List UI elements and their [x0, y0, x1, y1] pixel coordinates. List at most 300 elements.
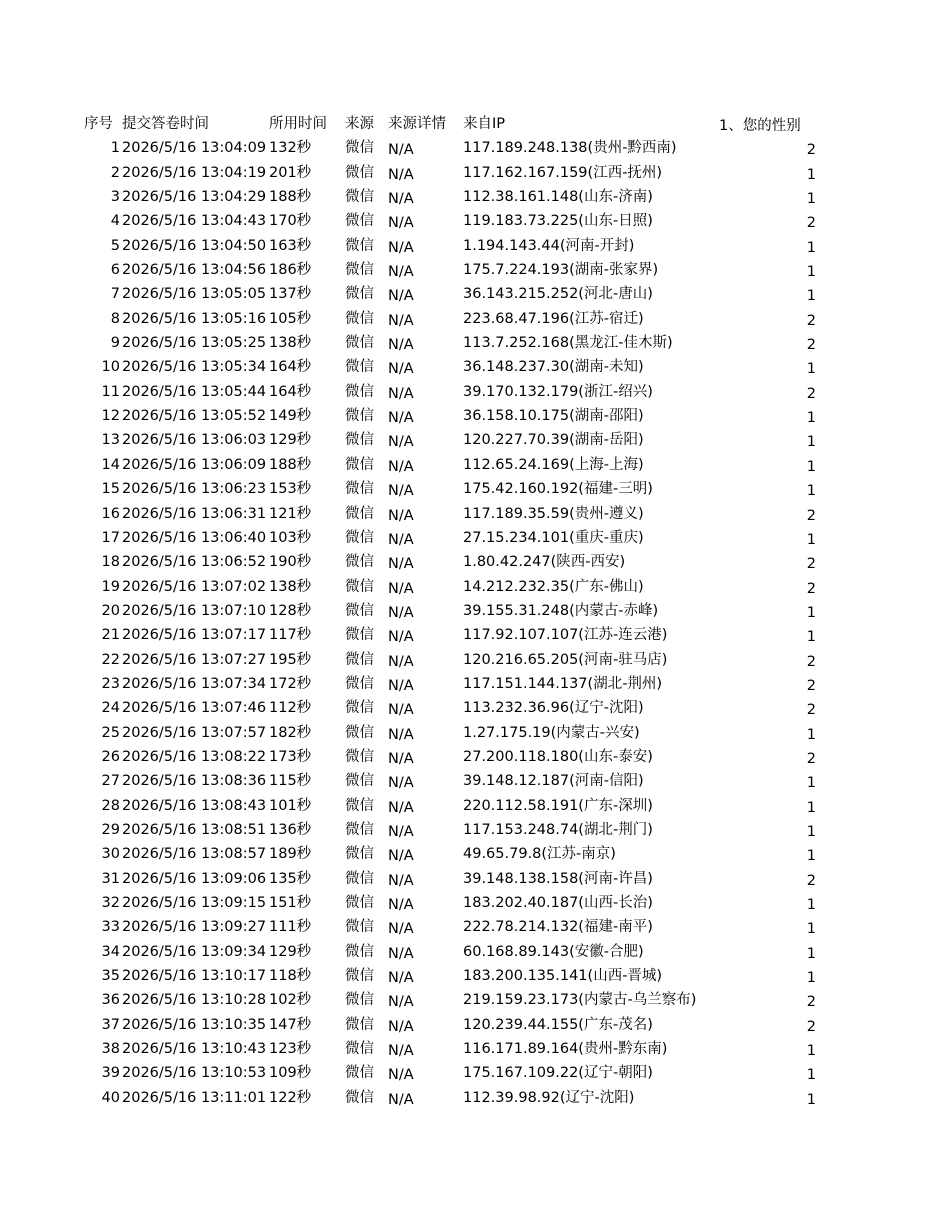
cell-ip: 183.202.40.187(山西-长治): [463, 895, 653, 911]
cell-ip: 113.232.36.96(辽宁-沈阳): [463, 700, 644, 717]
cell-no: 21: [101, 627, 120, 644]
cell-ip: 27.200.118.180(山东-泰安): [463, 748, 653, 765]
cell-q1-gender: 1: [806, 629, 816, 646]
cell-submit-time: 2026/5/16 13:04:56: [122, 262, 267, 279]
cell-source: 微信: [345, 359, 374, 376]
cell-source: 微信: [345, 456, 374, 473]
cell-submit-time: 2026/5/16 13:07:27: [122, 651, 267, 668]
cell-source: 微信: [345, 383, 374, 400]
header-source: 来源: [345, 116, 374, 132]
cell-source: 微信: [345, 164, 374, 181]
cell-q1-gender: 1: [806, 921, 816, 938]
cell-no: 19: [101, 578, 120, 595]
cell-ip: 113.7.252.168(黑龙江-佳木斯): [463, 335, 673, 352]
cell-ip: 27.15.234.101(重庆-重庆): [463, 529, 644, 546]
cell-ip: 36.158.10.175(湖南-邵阳): [463, 408, 644, 425]
cell-source-detail: N/A: [388, 483, 414, 500]
cell-no: 3: [110, 189, 120, 206]
cell-no: 7: [110, 286, 120, 303]
cell-submit-time: 2026/5/16 13:10:17: [122, 968, 267, 985]
cell-no: 37: [101, 1016, 120, 1033]
cell-source: 微信: [345, 335, 374, 352]
cell-duration: 123秒: [269, 1041, 312, 1058]
cell-submit-time: 2026/5/16 13:06:52: [122, 554, 267, 571]
cell-submit-time: 2026/5/16 13:06:09: [122, 456, 267, 473]
cell-source-detail: N/A: [388, 1018, 414, 1035]
cell-submit-time: 2026/5/16 13:09:15: [122, 895, 267, 911]
cell-ip: 219.159.23.173(内蒙古-乌兰察布): [463, 992, 697, 1009]
cell-q1-gender: 1: [806, 726, 816, 743]
cell-duration: 172秒: [269, 675, 312, 692]
cell-source: 微信: [345, 602, 374, 619]
cell-submit-time: 2026/5/16 13:10:35: [122, 1016, 267, 1033]
table-row: [82, 550, 822, 574]
cell-source-detail: N/A: [388, 970, 414, 987]
cell-source-detail: N/A: [388, 726, 414, 743]
cell-submit-time: 2026/5/16 13:09:27: [122, 919, 267, 936]
cell-no: 25: [101, 724, 120, 741]
cell-no: 22: [101, 651, 120, 668]
table-row: [82, 623, 822, 647]
cell-ip: 117.92.107.107(江苏-连云港): [463, 627, 668, 644]
cell-source: 微信: [345, 1089, 374, 1106]
cell-duration: 117秒: [269, 627, 312, 644]
cell-duration: 128秒: [269, 602, 312, 619]
cell-duration: 111秒: [269, 919, 312, 936]
cell-ip: 120.239.44.155(广东-茂名): [463, 1016, 653, 1033]
cell-submit-time: 2026/5/16 13:07:34: [122, 675, 267, 692]
cell-duration: 129秒: [269, 943, 312, 960]
cell-submit-time: 2026/5/16 13:08:51: [122, 821, 267, 838]
cell-q1-gender: 1: [806, 823, 816, 840]
cell-ip: 1.194.143.44(河南-开封): [463, 237, 635, 254]
cell-ip: 36.143.215.252(河北-唐山): [463, 286, 653, 303]
cell-source-detail: N/A: [388, 215, 414, 232]
cell-source: 微信: [345, 724, 374, 741]
cell-no: 32: [101, 895, 120, 911]
cell-source: 微信: [345, 286, 374, 303]
cell-q1-gender: 1: [806, 166, 816, 183]
cell-ip: 119.183.73.225(山东-日照): [463, 213, 653, 230]
cell-q1-gender: 2: [806, 677, 816, 694]
cell-q1-gender: 1: [806, 1067, 816, 1084]
cell-source-detail: N/A: [388, 142, 414, 159]
cell-q1-gender: 2: [806, 1018, 816, 1035]
header-submit-time: 提交答卷时间: [122, 116, 209, 132]
table-row: [82, 404, 822, 428]
cell-no: 20: [101, 602, 120, 619]
cell-source: 微信: [345, 189, 374, 206]
cell-submit-time: 2026/5/16 13:08:36: [122, 773, 267, 790]
header-ip: 来自IP: [463, 116, 506, 132]
cell-duration: 188秒: [269, 189, 312, 206]
cell-duration: 135秒: [269, 870, 312, 887]
cell-ip: 220.112.58.191(广东-深圳): [463, 797, 653, 814]
cell-source-detail: N/A: [388, 264, 414, 281]
cell-submit-time: 2026/5/16 13:06:23: [122, 481, 267, 498]
table-header-row: [82, 112, 822, 136]
cell-duration: 136秒: [269, 821, 312, 838]
table-row: [82, 258, 822, 282]
cell-no: 26: [101, 748, 120, 765]
cell-q1-gender: 1: [806, 288, 816, 305]
cell-q1-gender: 2: [806, 556, 816, 573]
cell-no: 4: [110, 213, 120, 230]
table-row: [82, 502, 822, 526]
cell-duration: 182秒: [269, 724, 312, 741]
cell-duration: 186秒: [269, 262, 312, 279]
cell-ip: 49.65.79.8(江苏-南京): [463, 846, 616, 863]
table-row: [82, 453, 822, 477]
cell-ip: 112.38.161.148(山东-济南): [463, 189, 653, 206]
cell-duration: 138秒: [269, 335, 312, 352]
cell-no: 8: [110, 310, 120, 327]
cell-source-detail: N/A: [388, 775, 414, 792]
cell-source: 微信: [345, 310, 374, 327]
cell-q1-gender: 1: [806, 945, 816, 962]
cell-source: 微信: [345, 432, 374, 449]
table-row: [82, 575, 822, 599]
cell-source-detail: N/A: [388, 361, 414, 378]
table-row: [82, 794, 822, 818]
cell-source-detail: N/A: [388, 897, 414, 913]
cell-duration: 188秒: [269, 456, 312, 473]
cell-q1-gender: 1: [806, 1091, 816, 1108]
cell-q1-gender: 1: [806, 264, 816, 281]
cell-source: 微信: [345, 529, 374, 546]
cell-ip: 175.7.224.193(湖南-张家界): [463, 262, 659, 279]
table-row: [82, 1061, 822, 1085]
cell-duration: 173秒: [269, 748, 312, 765]
header-source-detail: 来源详情: [388, 116, 446, 132]
cell-submit-time: 2026/5/16 13:05:05: [122, 286, 267, 303]
cell-q1-gender: 1: [806, 897, 816, 913]
cell-source: 微信: [345, 1065, 374, 1082]
cell-source: 微信: [345, 213, 374, 230]
table-row: [82, 331, 822, 355]
table-row: [82, 282, 822, 306]
cell-no: 30: [101, 846, 120, 863]
cell-duration: 164秒: [269, 383, 312, 400]
survey-results-table: [82, 112, 822, 1110]
cell-duration: 109秒: [269, 1065, 312, 1082]
cell-q1-gender: 2: [806, 653, 816, 670]
cell-source-detail: N/A: [388, 604, 414, 621]
cell-source: 微信: [345, 992, 374, 1009]
cell-q1-gender: 1: [806, 1043, 816, 1060]
cell-q1-gender: 1: [806, 848, 816, 865]
cell-ip: 222.78.214.132(福建-南平): [463, 919, 653, 936]
cell-no: 11: [101, 383, 120, 400]
cell-source: 微信: [345, 651, 374, 668]
cell-duration: 138秒: [269, 578, 312, 595]
cell-source: 微信: [345, 140, 374, 157]
header-no: 序号: [84, 116, 113, 132]
cell-source-detail: N/A: [388, 677, 414, 694]
cell-source: 微信: [345, 1041, 374, 1058]
cell-ip: 1.80.42.247(陕西-西安): [463, 554, 626, 571]
cell-q1-gender: 1: [806, 191, 816, 208]
cell-ip: 60.168.89.143(安徽-合肥): [463, 943, 644, 960]
cell-duration: 129秒: [269, 432, 312, 449]
cell-no: 31: [101, 870, 120, 887]
cell-source-detail: N/A: [388, 434, 414, 451]
cell-ip: 112.65.24.169(上海-上海): [463, 456, 644, 473]
cell-no: 15: [101, 481, 120, 498]
cell-source: 微信: [345, 578, 374, 595]
cell-ip: 116.171.89.164(贵州-黔东南): [463, 1041, 668, 1058]
cell-ip: 120.227.70.39(湖南-岳阳): [463, 432, 644, 449]
cell-source-detail: N/A: [388, 1067, 414, 1084]
table-row: [82, 648, 822, 672]
cell-ip: 39.148.138.158(河南-许昌): [463, 870, 653, 887]
cell-submit-time: 2026/5/16 13:05:52: [122, 408, 267, 425]
cell-ip: 117.151.144.137(湖北-荆州): [463, 675, 663, 692]
cell-source-detail: N/A: [388, 629, 414, 646]
cell-submit-time: 2026/5/16 13:08:22: [122, 748, 267, 765]
cell-ip: 117.162.167.159(江西-抚州): [463, 164, 663, 181]
cell-q1-gender: 1: [806, 775, 816, 792]
cell-ip: 36.148.237.30(湖南-未知): [463, 359, 644, 376]
cell-ip: 183.200.135.141(山西-晋城): [463, 968, 663, 985]
table-row: [82, 672, 822, 696]
cell-ip: 175.42.160.192(福建-三明): [463, 481, 653, 498]
cell-no: 33: [101, 919, 120, 936]
cell-source-detail: N/A: [388, 556, 414, 573]
cell-no: 35: [101, 968, 120, 985]
cell-q1-gender: 1: [806, 604, 816, 621]
cell-submit-time: 2026/5/16 13:05:44: [122, 383, 267, 400]
cell-no: 12: [101, 408, 120, 425]
cell-submit-time: 2026/5/16 13:10:43: [122, 1041, 267, 1058]
cell-no: 29: [101, 821, 120, 838]
cell-ip: 223.68.47.196(江苏-宿迁): [463, 310, 644, 327]
table-row: [82, 964, 822, 988]
cell-no: 5: [110, 237, 120, 254]
table-row: [82, 867, 822, 891]
cell-no: 34: [101, 943, 120, 960]
cell-no: 16: [101, 505, 120, 522]
cell-no: 23: [101, 675, 120, 692]
cell-duration: 201秒: [269, 164, 312, 181]
cell-source-detail: N/A: [388, 750, 414, 767]
cell-q1-gender: 2: [806, 994, 816, 1011]
cell-source: 微信: [345, 1016, 374, 1033]
cell-source-detail: N/A: [388, 872, 414, 889]
cell-q1-gender: 2: [806, 385, 816, 402]
table-row: [82, 1037, 822, 1061]
cell-duration: 153秒: [269, 481, 312, 498]
cell-source: 微信: [345, 700, 374, 717]
header-q1-gender: 1、您的性别: [719, 118, 801, 134]
cell-source-detail: N/A: [388, 1043, 414, 1060]
table-row: [82, 355, 822, 379]
table-row: [82, 842, 822, 866]
cell-submit-time: 2026/5/16 13:10:28: [122, 992, 267, 1009]
cell-duration: 137秒: [269, 286, 312, 303]
cell-source: 微信: [345, 505, 374, 522]
cell-submit-time: 2026/5/16 13:06:31: [122, 505, 267, 522]
cell-source-detail: N/A: [388, 337, 414, 354]
cell-source-detail: N/A: [388, 823, 414, 840]
cell-duration: 112秒: [269, 700, 312, 717]
cell-submit-time: 2026/5/16 13:07:17: [122, 627, 267, 644]
table-row: [82, 745, 822, 769]
cell-submit-time: 2026/5/16 13:08:57: [122, 846, 267, 863]
cell-source: 微信: [345, 870, 374, 887]
cell-duration: 102秒: [269, 992, 312, 1009]
table-row: [82, 161, 822, 185]
table-row: [82, 185, 822, 209]
cell-q1-gender: 2: [806, 750, 816, 767]
cell-no: 14: [101, 456, 120, 473]
table-row: [82, 721, 822, 745]
cell-ip: 39.155.31.248(内蒙古-赤峰): [463, 602, 659, 619]
table-row: [82, 696, 822, 720]
cell-no: 13: [101, 432, 120, 449]
table-row: [82, 477, 822, 501]
cell-source: 微信: [345, 408, 374, 425]
cell-duration: 149秒: [269, 408, 312, 425]
table-row: [82, 1013, 822, 1037]
table-row: [82, 1086, 822, 1110]
table-row: [82, 209, 822, 233]
cell-source-detail: N/A: [388, 385, 414, 402]
cell-q1-gender: 2: [806, 580, 816, 597]
cell-q1-gender: 1: [806, 970, 816, 987]
cell-submit-time: 2026/5/16 13:04:43: [122, 213, 267, 230]
cell-duration: 105秒: [269, 310, 312, 327]
cell-source: 微信: [345, 821, 374, 838]
cell-duration: 163秒: [269, 237, 312, 254]
cell-ip: 120.216.65.205(河南-驻马店): [463, 651, 668, 668]
table-row: [82, 428, 822, 452]
cell-source: 微信: [345, 773, 374, 790]
cell-submit-time: 2026/5/16 13:08:43: [122, 797, 267, 814]
cell-q1-gender: 2: [806, 142, 816, 159]
cell-submit-time: 2026/5/16 13:07:10: [122, 602, 267, 619]
cell-duration: 115秒: [269, 773, 312, 790]
table-body: [82, 136, 822, 1110]
cell-no: 6: [110, 262, 120, 279]
cell-no: 9: [110, 335, 120, 352]
cell-source: 微信: [345, 968, 374, 985]
table-row: [82, 599, 822, 623]
cell-source-detail: N/A: [388, 799, 414, 816]
cell-submit-time: 2026/5/16 13:05:34: [122, 359, 267, 376]
cell-q1-gender: 1: [806, 458, 816, 475]
cell-q1-gender: 2: [806, 215, 816, 232]
cell-submit-time: 2026/5/16 13:04:09: [122, 140, 267, 157]
cell-source-detail: N/A: [388, 945, 414, 962]
cell-duration: 101秒: [269, 797, 312, 814]
cell-q1-gender: 2: [806, 872, 816, 889]
table-row: [82, 307, 822, 331]
cell-source: 微信: [345, 895, 374, 911]
cell-duration: 170秒: [269, 213, 312, 230]
table-row: [82, 769, 822, 793]
cell-source: 微信: [345, 919, 374, 936]
cell-source: 微信: [345, 262, 374, 279]
table-row: [82, 526, 822, 550]
cell-source-detail: N/A: [388, 239, 414, 256]
cell-source-detail: N/A: [388, 994, 414, 1011]
table-row: [82, 940, 822, 964]
cell-no: 1: [110, 140, 120, 157]
cell-no: 2: [110, 164, 120, 181]
cell-source: 微信: [345, 481, 374, 498]
cell-submit-time: 2026/5/16 13:07:46: [122, 700, 267, 717]
cell-ip: 175.167.109.22(辽宁-朝阳): [463, 1065, 653, 1082]
cell-no: 27: [101, 773, 120, 790]
cell-source-detail: N/A: [388, 191, 414, 208]
cell-source: 微信: [345, 627, 374, 644]
cell-no: 10: [101, 359, 120, 376]
cell-submit-time: 2026/5/16 13:07:02: [122, 578, 267, 595]
cell-q1-gender: 2: [806, 702, 816, 719]
cell-q1-gender: 1: [806, 483, 816, 500]
cell-ip: 117.189.35.59(贵州-遵义): [463, 505, 644, 522]
cell-duration: 190秒: [269, 554, 312, 571]
cell-no: 28: [101, 797, 120, 814]
cell-submit-time: 2026/5/16 13:04:19: [122, 164, 267, 181]
cell-ip: 39.170.132.179(浙江-绍兴): [463, 383, 653, 400]
cell-source-detail: N/A: [388, 1091, 414, 1108]
cell-q1-gender: 1: [806, 361, 816, 378]
cell-submit-time: 2026/5/16 13:05:16: [122, 310, 267, 327]
cell-duration: 147秒: [269, 1016, 312, 1033]
cell-source-detail: N/A: [388, 410, 414, 427]
cell-duration: 195秒: [269, 651, 312, 668]
cell-source-detail: N/A: [388, 507, 414, 524]
cell-duration: 189秒: [269, 846, 312, 863]
cell-no: 39: [101, 1065, 120, 1082]
cell-source: 微信: [345, 554, 374, 571]
cell-no: 38: [101, 1041, 120, 1058]
cell-source: 微信: [345, 675, 374, 692]
cell-ip: 14.212.232.35(广东-佛山): [463, 578, 644, 595]
cell-source-detail: N/A: [388, 458, 414, 475]
cell-submit-time: 2026/5/16 13:09:34: [122, 943, 267, 960]
cell-q1-gender: 1: [806, 531, 816, 548]
header-duration: 所用时间: [269, 116, 327, 132]
cell-q1-gender: 1: [806, 410, 816, 427]
cell-source: 微信: [345, 846, 374, 863]
cell-source: 微信: [345, 748, 374, 765]
cell-ip: 117.153.248.74(湖北-荆门): [463, 821, 653, 838]
cell-duration: 164秒: [269, 359, 312, 376]
cell-duration: 132秒: [269, 140, 312, 157]
cell-no: 17: [101, 529, 120, 546]
cell-source-detail: N/A: [388, 312, 414, 329]
table-row: [82, 818, 822, 842]
cell-duration: 121秒: [269, 505, 312, 522]
cell-submit-time: 2026/5/16 13:09:06: [122, 870, 267, 887]
cell-submit-time: 2026/5/16 13:06:40: [122, 529, 267, 546]
cell-source-detail: N/A: [388, 531, 414, 548]
table-row: [82, 988, 822, 1012]
cell-q1-gender: 2: [806, 312, 816, 329]
cell-ip: 117.189.248.138(贵州-黔西南): [463, 140, 677, 157]
cell-source-detail: N/A: [388, 653, 414, 670]
cell-submit-time: 2026/5/16 13:05:25: [122, 335, 267, 352]
cell-q1-gender: 2: [806, 507, 816, 524]
cell-duration: 122秒: [269, 1089, 312, 1106]
cell-duration: 151秒: [269, 895, 312, 911]
cell-source-detail: N/A: [388, 580, 414, 597]
cell-source-detail: N/A: [388, 848, 414, 865]
cell-ip: 1.27.175.19(内蒙古-兴安): [463, 724, 640, 741]
